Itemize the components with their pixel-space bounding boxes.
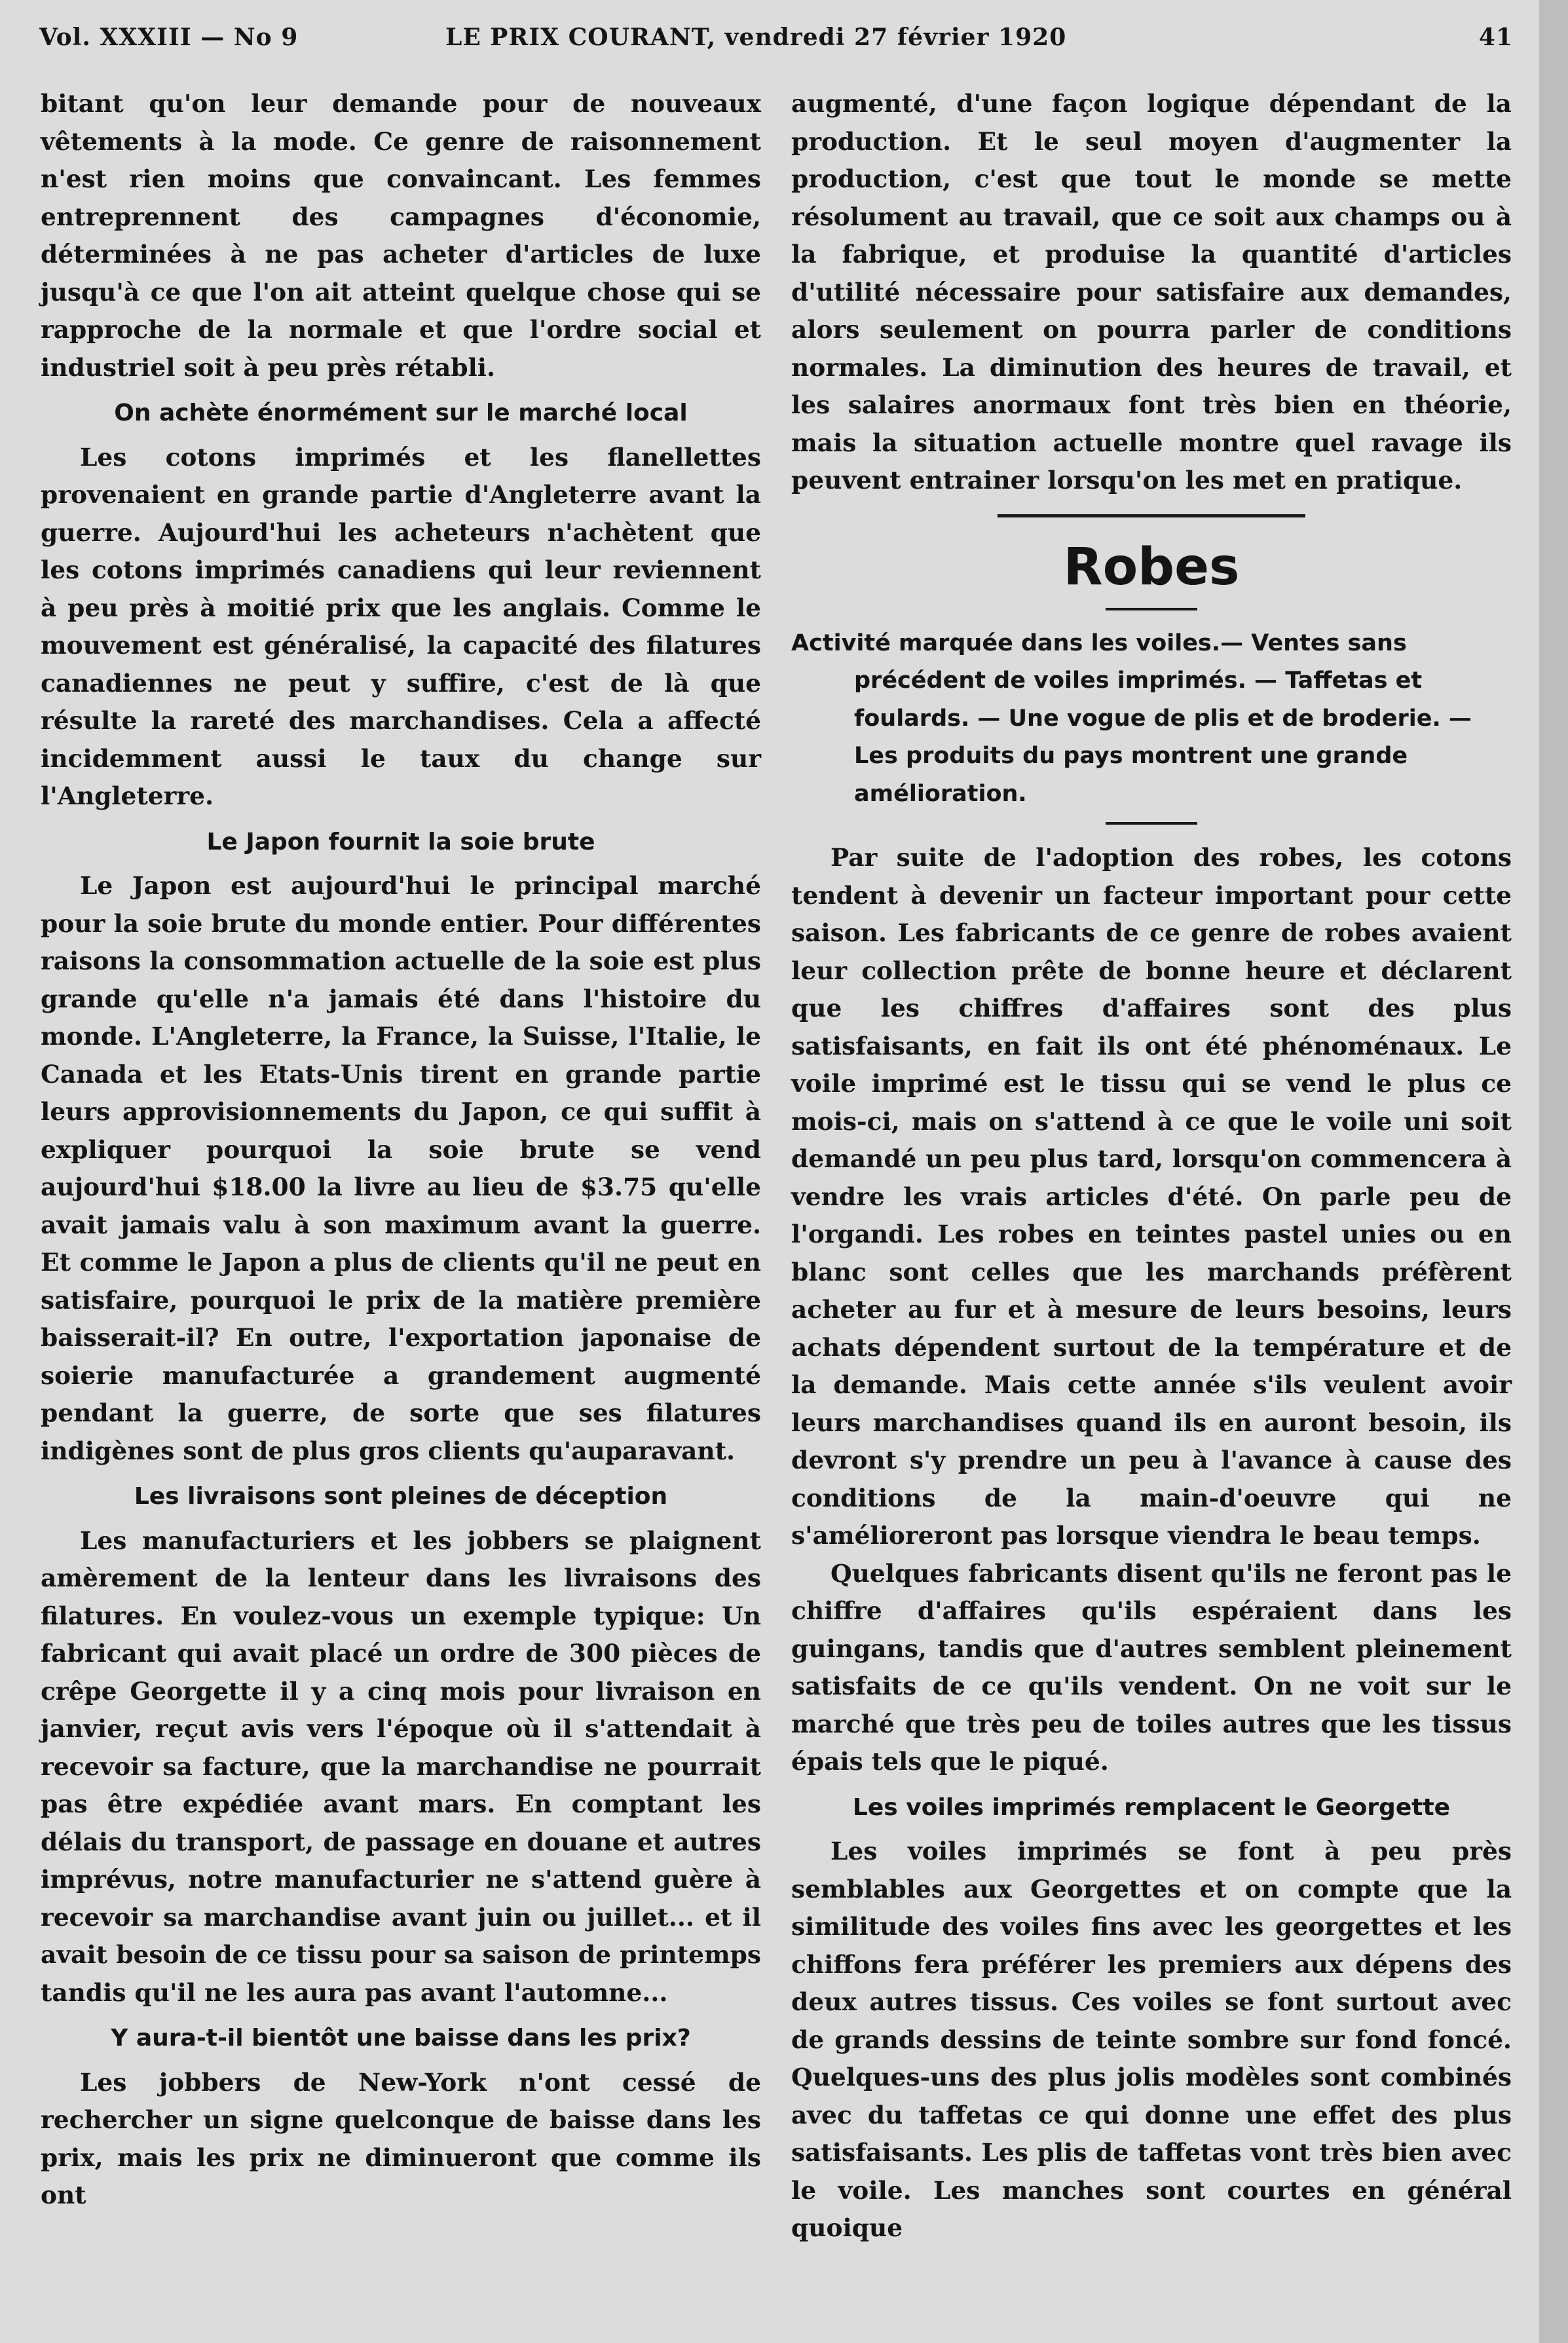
- subheading: On achète énormément sur le marché local: [114, 400, 688, 426]
- title-rule: [1106, 608, 1197, 610]
- publication-title-date: LE PRIX COURANT, vendredi 27 février 1920: [445, 24, 1067, 51]
- left-column: [41, 85, 761, 2215]
- volume-number: Vol. XXXIII — No 9: [39, 24, 299, 51]
- paragraph: Les cotons imprimés et les flanellettes provenaient en grande partie d'Angleterre avant la guerre. Aujourd'hui les acheteurs n'achètent que les cotons imprimés canadiens qui leur reviennent à peu près à moitié prix que les anglais. Comme le mouvement est généralisé, la capacité des filatures canadiennes ne peut y suffire, c'est de là que résulte la rareté des marchandises. Cela a affecté incidemment aussi le taux du change sur l'Angleterre.: [41, 442, 761, 810]
- right-column: [791, 85, 1512, 2247]
- section-divider: [998, 514, 1305, 517]
- paragraph: Par suite de l'adoption des robes, les cotons tendent à devenir un facteur important pour cette saison. Les fabricants de ce genre de robes avaient leur collection prête de bonne heure et déclarent que les chiffres d'affaires sont des plus satisfaisants, en fait ils ont été phénoménaux. Le voile imprimé est le tissu qui se vend le plus ce mois-ci, mais on s'attend à ce que le voile uni soit demandé un peu plus tard, lorsqu'on commencera à vendre les vrais articles d'été. On parle peu de l'organdi. Les robes en teintes pastel unies ou en blanc sont celles que les marchands préfèrent acheter au fur et à mesure de leurs besoins, leurs achats dépendent surtout de la température et de la demande. Mais cette année s'ils veulent avoir leurs marchandises quand ils en auront besoin, ils devront s'y prendre un peu à l'avance à cause des conditions de la main-d'oeuvre qui ne s'amélioreront pas lorsque viendra le beau temps.: [791, 843, 1512, 1550]
- article-deck: Activité marquée dans les voiles.— Ventes sans précédent de voiles imprimés. — Taffetas et foulards. — Une vogue de plis et de broderie. — Les produits du pays montrent une grande amélioration.: [791, 629, 1472, 807]
- section-title: Robes: [1063, 537, 1240, 597]
- page-edge: [1539, 0, 1568, 2343]
- paragraph: augmenté, d'une façon logique dépendant de la production. Et le seul moyen d'augmenter la production, c'est que tout le monde se mette résolument au travail, que ce soit aux champs ou à la fabrique, et produise la quantité d'articles d'utilité nécessaire pour satisfaire aux demandes, alors seulement on pourra parler de conditions normales. La diminution des heures de travail, et les salaires anormaux font très bien en théorie, mais la situation actuelle montre quel ravage ils peuvent entrainer lorsqu'on les met en pratique.: [791, 89, 1512, 495]
- paragraph: Les manufacturiers et les jobbers se plaignent amèrement de la lenteur dans les livraisons des filatures. En voulez-vous un exemple typique: Un fabricant qui avait placé un ordre de 300 pièces de crêpe Georgette il y a cinq mois pour livraison en janvier, reçut avis vers l'époque où il s'attendait à recevoir sa facture, que la marchandise ne pourrait pas être expédiée avant mars. En comptant les délais du transport, de passage en douane et autres imprévus, notre manufacturier ne s'attend guère à recevoir sa marchandise avant juin ou juillet... et il avait besoin de ce tissu pour sa saison de printemps tandis qu'il ne les aura pas avant l'automne...: [41, 1526, 761, 2007]
- paragraph: Les jobbers de New-York n'ont cessé de rechercher un signe quelconque de baisse dans les prix, mais les prix ne diminueront que comme ils ont: [41, 2067, 761, 2209]
- deck-rule: [1106, 822, 1197, 825]
- running-header: [39, 18, 1513, 60]
- subheading: Les livraisons sont pleines de déception: [134, 1483, 668, 1510]
- paragraph: bitant qu'on leur demande pour de nouveaux vêtements à la mode. Ce genre de raisonnement n'est rien moins que convaincant. Les femmes entreprennent des campagnes d'économie, déterminées à ne pas acheter d'articles de luxe jusqu'à ce que l'on ait atteint quelque chose qui se rapproche de la normale et que l'ordre social et industriel soit à peu près rétabli.: [41, 89, 761, 382]
- paragraph: Les voiles imprimés se font à peu près semblables aux Georgettes et on compte que la similitude des voiles fins avec les georgettes et les chiffons fera préférer les premiers aux dépens des deux autres tissus. Ces voiles se font surtout avec de grands dessins de teinte sombre sur fond foncé. Quelques-uns des plus jolis modèles sont combinés avec du taffetas ce qui donne une effet des plus satisfaisants. Les plis de taffetas vont très bien avec le voile. Les manches sont courtes en général quoique: [791, 1837, 1512, 2242]
- paragraph: Quelques fabricants disent qu'ils ne feront pas le chiffre d'affaires qu'ils espéraient dans les guingans, tandis que d'autres semblent pleinement satisfaits de ce qu'ils vendent. On ne voit sur le marché que très peu de toiles autres que les tissus épais tels que le piqué.: [791, 1558, 1512, 1776]
- subheading: Le Japon fournit la soie brute: [206, 828, 595, 855]
- paragraph: Le Japon est aujourd'hui le principal marché pour la soie brute du monde entier. Pour différentes raisons la consommation actuelle de la soie est plus grande qu'elle n'a jamais été dans l'histoire du monde. L'Angleterre, la France, la Suisse, l'Italie, le Canada et les Etats-Unis tirent en grande partie leurs approvisionnements du Japon, ce qui suffit à expliquer pourquoi la soie brute se vend aujourd'hui $18.00 la livre au lieu de $3.75 qu'elle avait jamais valu à son maximum avant la guerre. Et comme le Japon a plus de clients qu'il ne peut en satisfaire, pourquoi le prix de la matière première baisserait-il? En outre, l'exportation japonaise de soierie manufacturée a grandement augmenté pendant la guerre, de sorte que ses filatures indigènes sont de plus gros clients qu'auparavant.: [41, 871, 761, 1465]
- subheading: Les voiles imprimés remplacent le Georgette: [852, 1793, 1451, 1821]
- page-number: 41: [1478, 24, 1513, 51]
- subheading: Y aura-t-il bientôt une baisse dans les prix?: [111, 2025, 691, 2052]
